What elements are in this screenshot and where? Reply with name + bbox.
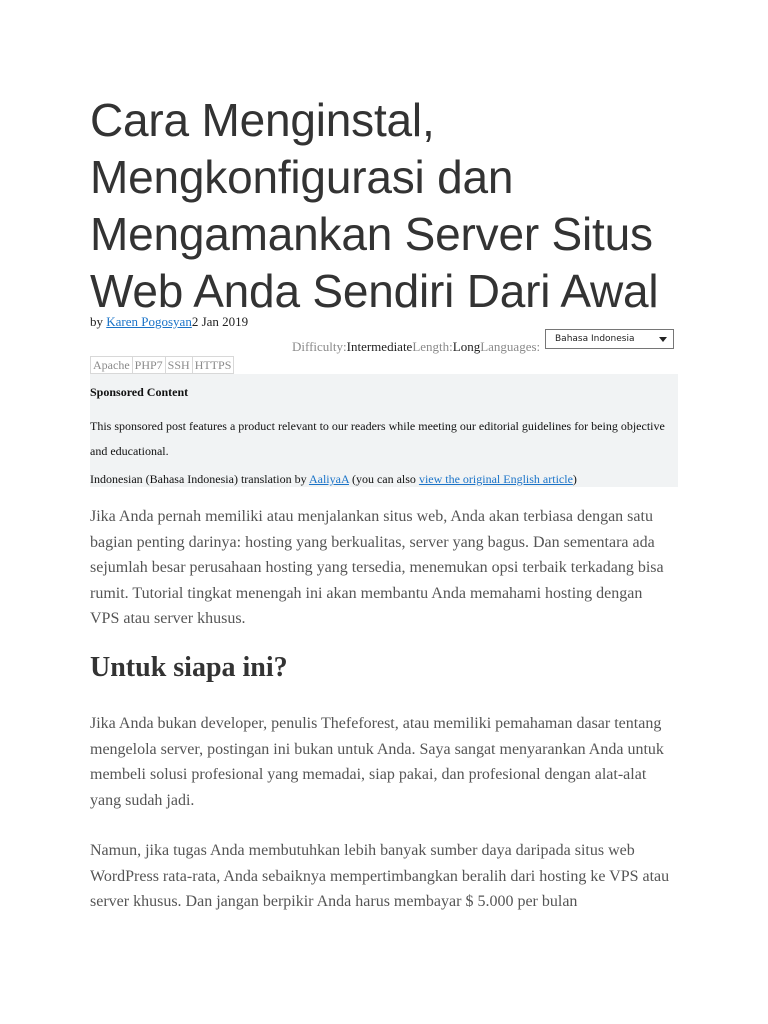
article-meta <box>292 339 540 355</box>
difficulty-label: Difficulty: <box>292 339 347 354</box>
languages-label: Languages: <box>480 339 541 354</box>
tag-apache[interactable]: Apache <box>93 358 130 372</box>
section-heading: Untuk siapa ini? <box>90 652 288 683</box>
translation-suffix: ) <box>572 472 577 486</box>
publish-date: 2 Jan 2019 <box>191 314 249 329</box>
byline <box>90 314 248 330</box>
sponsored-content-box <box>90 374 678 487</box>
body-paragraph: Jika Anda bukan developer, penulis Thefeforest, atau memiliki pemahaman dasar tentang mengelola server, postingan ini bukan untuk Anda. Saya sangat menyarankan Anda untuk membeli solusi profesional yang memadai, siap pakai, dan profesional dengan alat-alat yang sudah jadi. <box>90 715 664 809</box>
chevron-down-icon <box>659 337 667 342</box>
intro-paragraph: Jika Anda pernah memiliki atau menjalankan situs web, Anda akan terbiasa dengan satu bagian penting darinya: hosting yang berkualitas, server yang bagus. Dan sementara ada sejumlah besar perusahaan hosting yang tersedia, menemukan opsi terbaik terkadang bisa rumit. Tutorial tingkat menengah ini akan membantu Anda memahami hosting dengan VPS atau server khusus. <box>90 508 664 627</box>
article-title: Cara Menginstal, Mengkonfigurasi dan Mengamankan Server Situs Web Anda Sendiri Dari Awal <box>90 94 659 317</box>
translation-note <box>90 471 577 487</box>
body-paragraph: Namun, jika tugas Anda membutuhkan lebih banyak sumber daya daripada situs web WordPress rata-rata, Anda sebaiknya mempertimbangkan beralih dari hosting ke VPS atau server khusus. Dan jangan berpikir Anda harus membayar $ 5.000 per bulan <box>90 842 670 910</box>
tag-ssh[interactable]: SSH <box>165 357 192 373</box>
author-link[interactable]: Karen Pogosyan <box>106 314 192 329</box>
length-value: Long <box>452 339 481 354</box>
tag-https[interactable]: HTTPS <box>192 357 234 373</box>
translator-link[interactable]: AaliyaA <box>308 472 349 486</box>
sponsored-text: This sponsored post features a product relevant to our readers while meeting our editorial guidelines for being objective and educational. <box>90 419 665 458</box>
tag-php7[interactable]: PHP7 <box>132 357 165 373</box>
byline-prefix: by <box>90 314 107 329</box>
tag-list <box>90 356 234 374</box>
difficulty-value: Intermediate <box>346 339 413 354</box>
length-label: Length: <box>412 339 453 354</box>
sponsored-heading: Sponsored Content <box>90 385 189 399</box>
translation-prefix: Indonesian (Bahasa Indonesia) translation by <box>90 472 309 486</box>
translation-mid: (you can also <box>348 472 419 486</box>
language-select-value: Bahasa Indonesia <box>555 334 635 344</box>
original-article-link[interactable]: view the original English article <box>418 472 573 486</box>
language-select[interactable] <box>545 329 674 349</box>
